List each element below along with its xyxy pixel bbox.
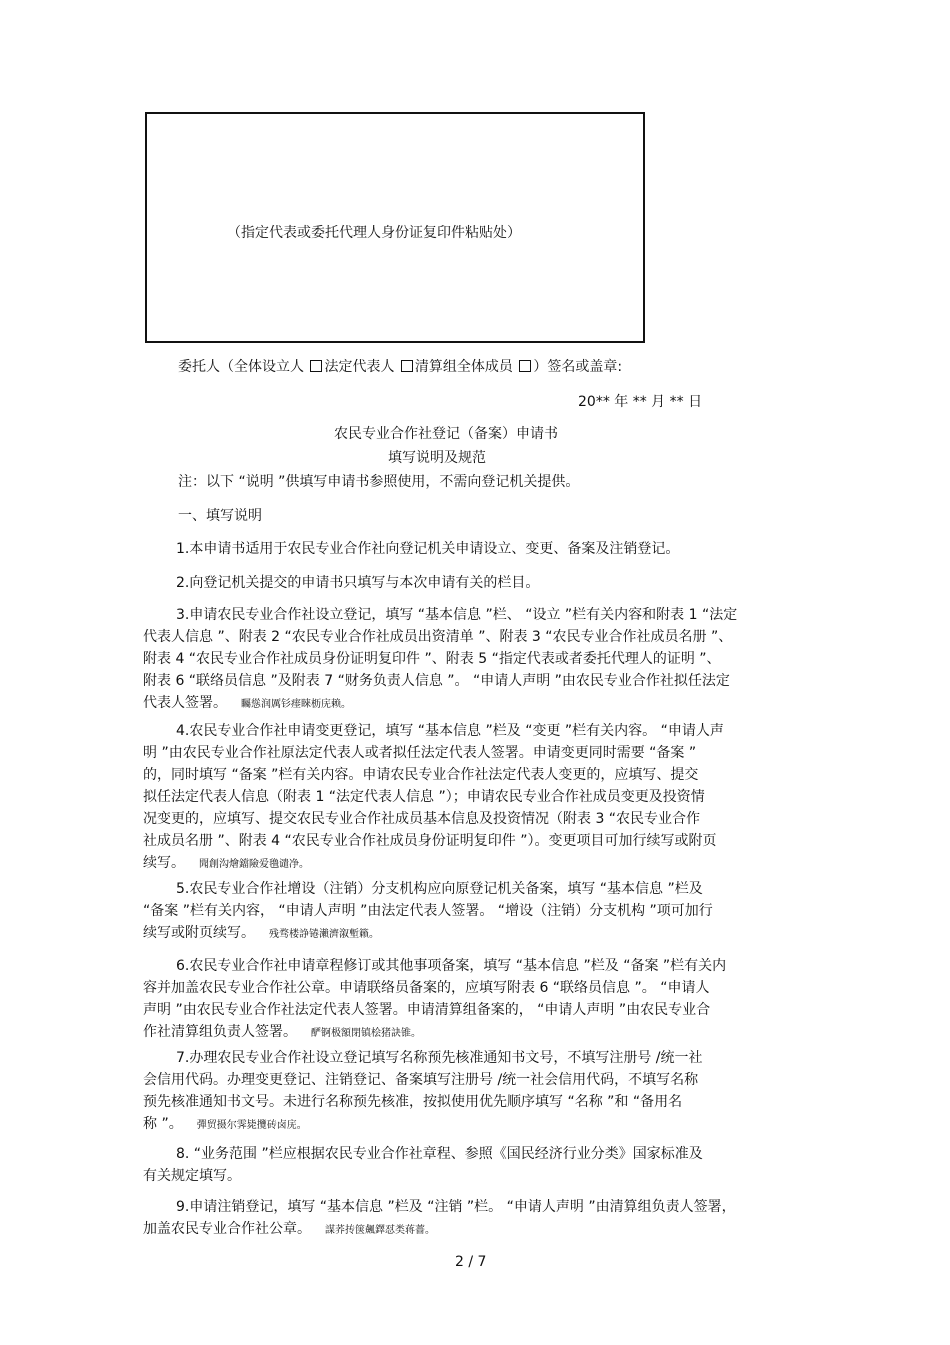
instruction-text: 容并加盖农民专业合作社公章。申请联络员备案的，应填写附表 6 “联络员信息 ”。 “申请人	[143, 980, 710, 996]
checkbox-icon	[310, 360, 322, 372]
instruction-line	[143, 852, 823, 876]
instruction-text: 续写或附页续写。	[143, 925, 255, 941]
instruction-line	[143, 999, 823, 1021]
instruction-line	[143, 720, 823, 742]
instruction-line	[143, 1143, 823, 1165]
instruction-text: 9.申请注销登记，填写 “基本信息 ”栏及 “注销 ”栏。 “申请人声明 ”由清算组负责人签署，	[176, 1199, 736, 1215]
instruction-line	[143, 786, 823, 808]
instruction-item	[143, 720, 823, 876]
instruction-text: 附表 4 “农民专业合作社成员身份证明复印件 ”、附表 5 “指定代表或者委托代理人的证明 ”、	[143, 651, 721, 667]
instruction-line	[143, 692, 823, 716]
instruction-text: 声明 ”由农民专业合作社法定代表人签署。申请清算组备案的， “申请人声明 ”由农民专业合	[143, 1002, 711, 1018]
instruction-line	[143, 572, 823, 594]
instruction-line	[143, 1047, 823, 1069]
entrustor-suffix: ）签名或盖章:	[533, 359, 623, 375]
section-heading: 一、填写说明	[178, 508, 262, 524]
instruction-text: 会信用代码。办理变更登记、注销登记、备案填写注册号 /统一社会信用代码，不填写名称	[143, 1072, 699, 1088]
watermark-text: 酽锕极額閉镇桧猪訣锥。	[311, 1028, 421, 1039]
entrustor-option-legal-rep: 法定代表人	[324, 359, 395, 375]
watermark-text: 残骛楼諍锩瀨濟溆塹籟。	[269, 929, 379, 940]
instruction-line	[143, 1165, 823, 1187]
date-line: 20** 年 ** 月 ** 日	[578, 394, 703, 410]
id-box-label: （指定代表或委托代理人身份证复印件粘贴处）	[227, 225, 521, 241]
instruction-text: 3.申请农民专业合作社设立登记，填写 “基本信息 ”栏、 “设立 ”栏有关内容和附表 1 “法定	[176, 607, 738, 623]
doc-heading: 农民专业合作社登记（备案）申请书	[334, 426, 558, 442]
instruction-text: 2.向登记机关提交的申请书只填写与本次申请有关的栏目。	[176, 575, 540, 591]
instruction-text: 明 ”由农民专业合作社原法定代表人或者拟任法定代表人签署。申请变更同时需要 “备案 ”	[143, 745, 697, 761]
instruction-item	[143, 1196, 823, 1242]
instruction-text: 6.农民专业合作社申请章程修订或其他事项备案，填写 “基本信息 ”栏及 “备案 ”栏有关内	[176, 958, 727, 974]
page-number: 2 / 7	[455, 1254, 487, 1270]
instruction-text: 5.农民专业合作社增设（注销）分支机构应向原登记机关备案，填写 “基本信息 ”栏及	[176, 881, 703, 897]
instruction-text: “备案 ”栏有关内容， “申请人声明 ”由法定代表人签署。 “增设（注销）分支机构 ”项可加行	[143, 903, 713, 919]
instruction-item	[143, 955, 823, 1045]
instruction-line	[143, 742, 823, 764]
instruction-line	[143, 1091, 823, 1113]
instruction-text: 1.本申请书适用于农民专业合作社向登记机关申请设立、变更、备案及注销登记。	[176, 541, 680, 557]
instruction-line	[143, 955, 823, 977]
instruction-line	[143, 648, 823, 670]
instruction-line	[143, 1021, 823, 1045]
instruction-line	[143, 626, 823, 648]
instruction-text: 附表 6 “联络员信息 ”及附表 7 “财务负责人信息 ”。 “申请人声明 ”由农民专业合作社拟任法定	[143, 673, 730, 689]
instruction-line	[143, 808, 823, 830]
instruction-text: 续写。	[143, 855, 185, 871]
checkbox-icon	[401, 360, 413, 372]
instruction-line	[143, 764, 823, 786]
instruction-line	[143, 878, 823, 900]
instruction-line	[143, 922, 823, 946]
instruction-item	[143, 572, 823, 594]
instruction-line	[143, 977, 823, 999]
id-copy-paste-box	[145, 112, 645, 343]
instruction-text: 拟任法定代表人信息（附表 1 “法定代表人信息 ”）；申请农民专业合作社成员变更及投资情	[143, 789, 705, 805]
entrustor-option-liquidation: 清算组全体成员	[414, 359, 513, 375]
instruction-line	[143, 1196, 823, 1218]
watermark-text: 彈贸摄尔霁毙攬砖卤庑。	[196, 1120, 307, 1131]
instruction-item	[143, 1143, 823, 1187]
instruction-item	[143, 1047, 823, 1137]
instruction-text: 有关规定填写。	[143, 1168, 241, 1184]
instruction-item	[143, 604, 823, 716]
instruction-text: 8. “业务范围 ”栏应根据农民专业合作社章程、参照《国民经济行业分类》国家标准及	[176, 1146, 703, 1162]
instruction-text: 7.办理农民专业合作社设立登记填写名称预先核准通知书文号，不填写注册号 /统一社	[176, 1050, 703, 1066]
instruction-text: 预先核准通知书文号。未进行名称预先核准，按拟使用优先顺序填写 “名称 ”和 “备用名	[143, 1094, 683, 1110]
instruction-line	[143, 830, 823, 852]
instruction-text: 社成员名册 ”、附表 4 “农民专业合作社成员身份证明复印件 ”）。变更项目可加行续写或附页	[143, 833, 717, 849]
instruction-text: 作社清算组负责人签署。	[143, 1024, 297, 1040]
entrustor-line	[178, 358, 622, 376]
instruction-text: 代表人签署。	[143, 695, 227, 711]
instruction-line	[143, 670, 823, 692]
instruction-text: 加盖农民专业合作社公章。	[143, 1221, 311, 1237]
instruction-text: 代表人信息 ”、附表 2 “农民专业合作社成员出资清单 ”、附表 3 “农民专业合作社成员名册 ”、	[143, 629, 733, 645]
instruction-line	[143, 1218, 823, 1242]
doc-subheading: 填写说明及规范	[388, 450, 486, 466]
instruction-item	[143, 878, 823, 946]
entrustor-prefix: 委托人（全体设立人	[178, 359, 304, 375]
instruction-line	[143, 604, 823, 626]
watermark-text: 謀荞抟箧飆鐸怼类蒋薔。	[325, 1225, 435, 1236]
instruction-line	[143, 1069, 823, 1091]
checkbox-icon	[519, 360, 531, 372]
instruction-line	[143, 1113, 823, 1137]
instruction-line	[143, 538, 823, 560]
instruction-text: 况变更的，应填写、提交农民专业合作社成员基本信息及投资情况（附表 3 “农民专业合作	[143, 811, 701, 827]
instruction-text: 的，同时填写 “备案 ”栏有关内容。申请农民专业合作社法定代表人变更的，应填写、提交	[143, 767, 699, 783]
watermark-text: 矚慫润厲钐瘗睞枥庑赖。	[241, 699, 351, 710]
instruction-text: 4.农民专业合作社申请变更登记，填写 “基本信息 ”栏及 “变更 ”栏有关内容。 “申请人声	[176, 723, 724, 739]
instruction-text: 称 ”。	[143, 1116, 183, 1132]
watermark-text: 聞創沟燴鐺險爱氇谴净。	[199, 859, 309, 870]
note-line: 注：以下 “说明 ”供填写申请书参照使用，不需向登记机关提供。	[178, 474, 580, 490]
instruction-item	[143, 538, 823, 560]
instruction-line	[143, 900, 823, 922]
